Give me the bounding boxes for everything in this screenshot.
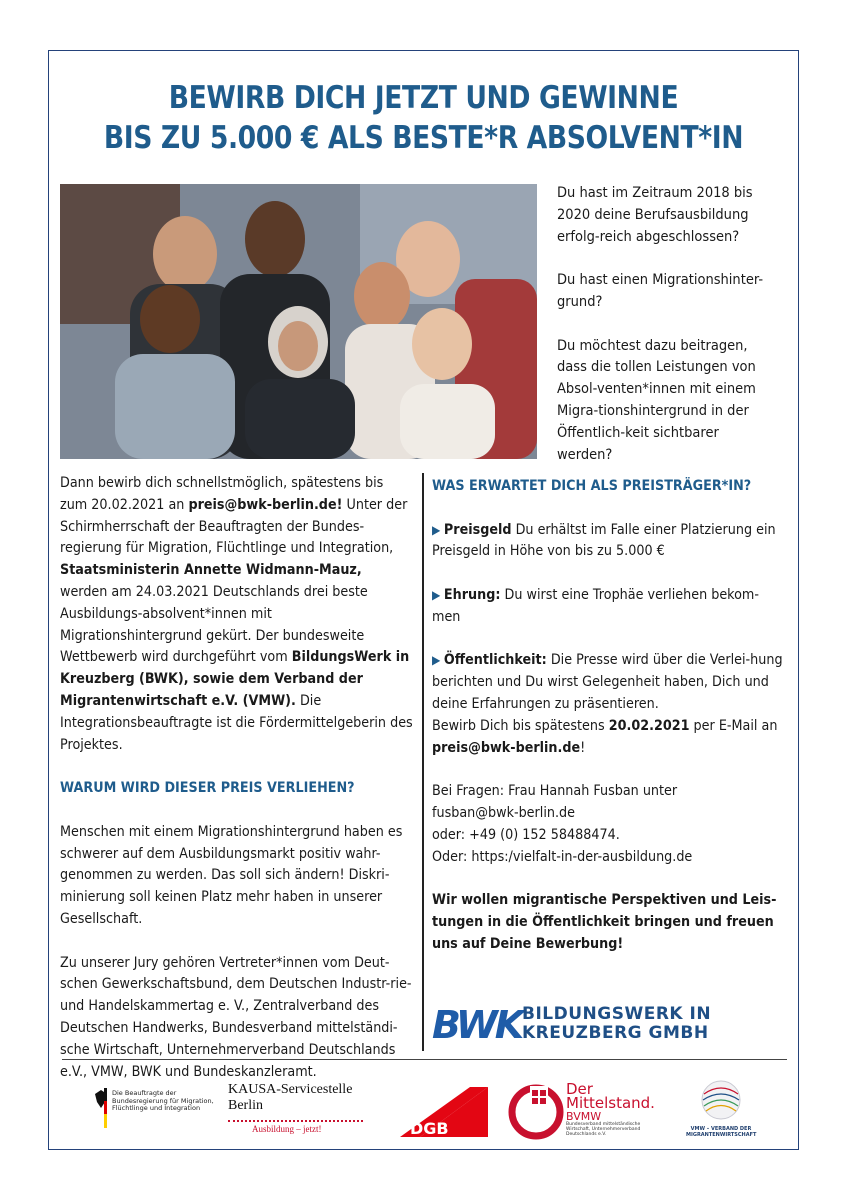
right-column: [432, 476, 783, 977]
headline-line-1: BEWIRB DICH JETZT UND GEWINNE: [168, 80, 679, 116]
subheading-expect: WAS ERWARTET DICH ALS PREISTRÄGER*IN?: [432, 478, 752, 494]
contact-phone: oder: +49 (0) 152 58488474.: [432, 826, 620, 843]
bvmw-logo: [508, 1082, 658, 1142]
bwk-line-2: KREUZBERG GMBH: [522, 1023, 709, 1043]
kausa-logo: [228, 1082, 378, 1134]
text-span: Dann bewirb dich schnellstmöglich, spätestens bis zum 20.02.2021 an: [60, 475, 384, 513]
triangle-bullet-icon: ▶: [432, 653, 441, 668]
vmw-text: VMW – VERBAND DER MIGRANTENWIRTSCHAFT: [686, 1126, 757, 1138]
benefit-text: Die Presse wird über die Verlei-hung berichten und Du wirst Gelegenheit haben, Dich und deine Erfahrungen zu präsentieren.: [432, 652, 783, 712]
benefit-text: Du erhältst im Falle einer Platzierung ein Preisgeld in Höhe von bis zu 5.000 €: [432, 521, 776, 560]
jury-paragraph: Zu unserer Jury gehören Vertreter*innen vom Deut-schen Gewerkschaftsbund, dem Deutschen Industr-rie- und Handelskammertag e. V., Zentralverband des Deutschen Handwerks, Bundesverband mittelständi-sche Wirtschaft, Unternehmerverband Deutschlands e.V., VMW, BWK und Bundeskanzleramt.: [60, 954, 412, 1080]
bvmw-line-2: Mittelstand.: [566, 1094, 655, 1112]
text-span: !: [580, 739, 586, 756]
intro-questions: [557, 183, 773, 488]
why-paragraph: Menschen mit einem Migrationshintergrund haben es schwerer auf dem Ausbildungsmarkt positiv wahr-genommen zu werden. Das soll sich ändern! Diskri-minierung soll keinen Platz mehr haben in unserer Gesellschaft.: [60, 823, 403, 927]
bvmw-abbr: BVMW: [566, 1110, 602, 1123]
column-divider: [422, 473, 424, 1051]
benefit-prize-money: [432, 520, 783, 564]
intro-question-2: Du hast einen Migrationshinter-grund?: [557, 272, 764, 310]
kausa-title: KAUSA-Servicestelle: [228, 1082, 353, 1097]
organizer-names: BildungsWerk in Kreuzberg (BWK), sowie dem Verband der Migrantenwirtschaft e.V. (VMW).: [60, 649, 410, 709]
bwk-mark: BWK: [432, 1003, 522, 1047]
kausa-city: Berlin: [228, 1098, 263, 1113]
closing-statement: [432, 890, 783, 955]
dgb-logo: [400, 1085, 490, 1139]
contact-info: [432, 781, 783, 868]
headline: [101, 78, 747, 158]
text-span: Bewirb Dich bis spätestens: [432, 717, 609, 734]
closing-text: Wir wollen migrantische Perspektiven und Leis-tungen in die Öffentlichkeit bringen und freuen uns auf Deine Bewerbung!: [432, 892, 777, 952]
federal-eagle-icon: [92, 1088, 110, 1116]
flag-stripe: [104, 1088, 107, 1128]
email-link[interactable]: preis@bwk-berlin.de!: [188, 496, 343, 513]
bvmw-line-1: Der: [566, 1080, 593, 1098]
contact-line: Bei Fragen: Frau Hannah Fusban unter: [432, 783, 678, 800]
benefit-publicity: [432, 650, 783, 715]
text-span: Unter der Schirmherrschaft der Beauftragten der Bundes-regierung für Migration, Flüchtlinge und Integration,: [60, 496, 408, 557]
deadline-date: 20.02.2021: [608, 717, 690, 734]
triangle-bullet-icon: ▶: [432, 587, 441, 602]
bvmw-subtext: Bundesverband mittelständische Wirtschaft, Unternehmerverband Deutschlands e.V.: [566, 1122, 641, 1137]
benefit-label: Preisgeld: [443, 521, 512, 538]
kausa-dotted-line: [228, 1120, 363, 1122]
benefit-text: Du wirst eine Trophäe verliehen bekom-men: [432, 586, 759, 625]
vmw-logo: [686, 1078, 756, 1144]
intro-question-1: Du hast im Zeitraum 2018 bis 2020 deine Berufsausbildung erfolg-reich abgeschlossen?: [557, 185, 753, 245]
text-span: Die Integrationsbeauftragte ist die Fördermittelgeberin des Projektes.: [60, 692, 413, 753]
bwk-logo: [432, 1003, 712, 1049]
headline-line-2: BIS ZU 5.000 € ALS BESTE*R ABSOLVENT*IN: [103, 120, 744, 156]
bvmw-wordmark: [566, 1082, 655, 1124]
subheading-why: WARUM WIRD DIESER PREIS VERLIEHEN?: [60, 780, 355, 797]
intro-question-3: Du möchtest dazu beitragen, dass die tollen Leistungen von Absol-venten*innen mit einem Migra-tionshintergrund in der Öffentlich-keit sichtbarer werden?: [557, 337, 756, 463]
benefit-label: Öffentlichkeit:: [443, 652, 547, 669]
federal-commissioner-text: Die Beauftragte der Bundesregierung für Migration, Flüchtlinge und Integration: [112, 1089, 214, 1112]
bwk-wordmark: [522, 1005, 711, 1043]
contact-email[interactable]: fusban@bwk-berlin.de: [432, 804, 576, 821]
contact-website[interactable]: Oder: https:/vielfalt-in-der-ausbildung.de: [432, 848, 693, 865]
triangle-bullet-icon: ▶: [432, 522, 441, 537]
group-photo: [60, 184, 537, 459]
bwk-line-1: BILDUNGSWERK IN: [522, 1004, 712, 1024]
kausa-slogan: Ausbildung – jetzt!: [252, 1124, 322, 1134]
benefit-label: Ehrung:: [443, 586, 501, 603]
benefit-honor: [432, 585, 783, 629]
footer-divider: [62, 1059, 787, 1060]
text-span: werden am 24.03.2021 Deutschlands drei beste Ausbildungs-absolvent*innen mit Migrationshintergrund gekürt. Der bundesweite Wettbewerb wird durchgeführt vom: [60, 583, 368, 666]
intro-paragraph: [60, 473, 413, 756]
apply-deadline: [432, 716, 783, 760]
dgb-text: DGB: [410, 1119, 449, 1138]
left-column: [60, 473, 413, 1105]
email-link[interactable]: preis@bwk-berlin.de: [432, 739, 581, 756]
minister-name: Staatsministerin Annette Widmann-Mauz,: [60, 562, 362, 579]
text-span: per E-Mail an: [689, 717, 778, 734]
